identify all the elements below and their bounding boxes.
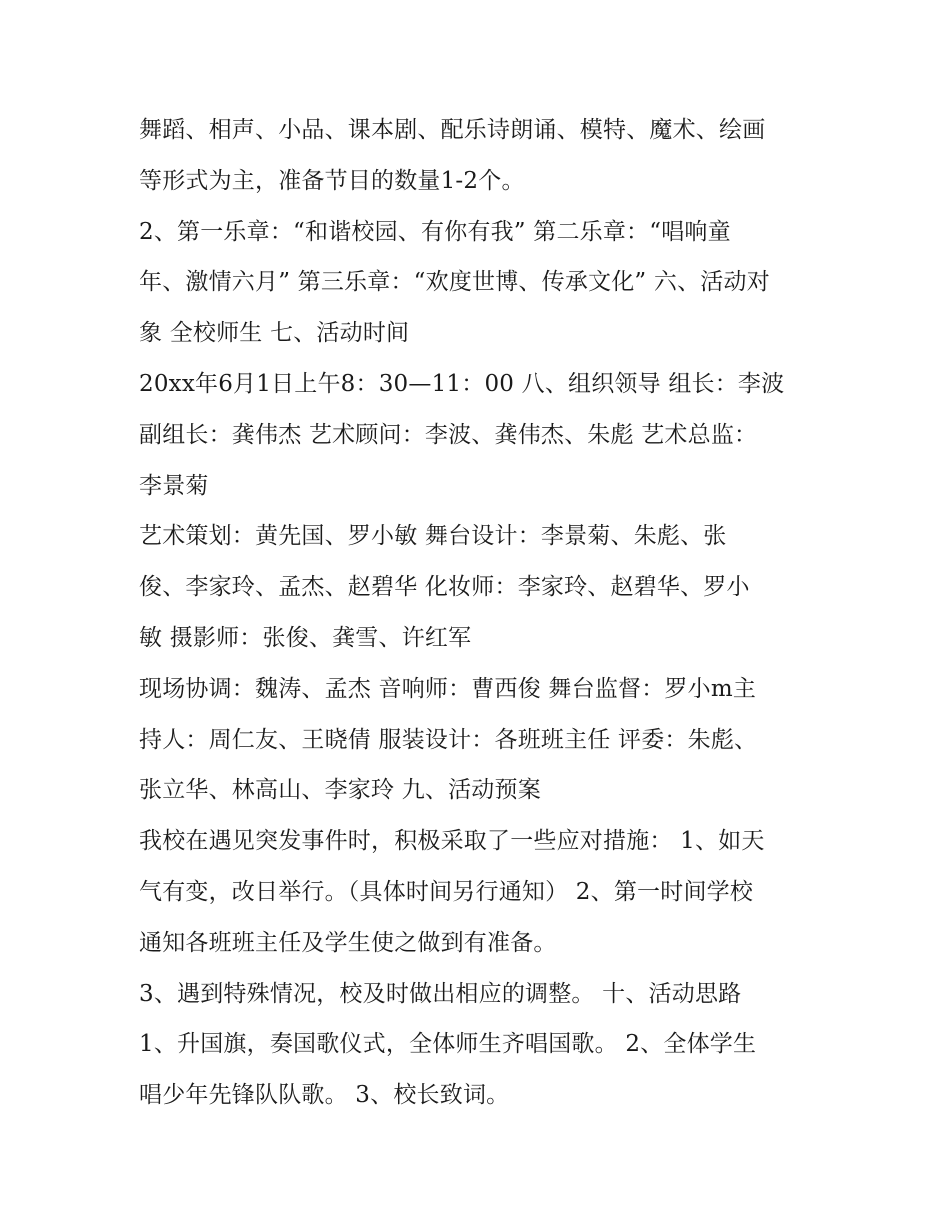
text-line: 3、遇到特殊情况，校及时做出相应的调整。 十、活动思路 [139,980,742,1007]
text-line: 等形式为主，准备节目的数量1-2个。 [139,167,525,194]
text-line: 副组长：龚伟杰 艺术顾问：李波、龚伟杰、朱彪 艺术总监： [139,421,758,448]
text-line: 张立华、林高山、李家玲 九、活动预案 [139,777,541,804]
text-line: 李景菊 [139,472,209,499]
text-line: 气有变，改日举行。（具体时间另行通知） 2、第一时间学校 [139,878,754,905]
text-line: 艺术策划：黄先国、罗小敏 舞台设计：李景菊、朱彪、张 [139,523,727,550]
text-line: 通知各班班主任及学生使之做到有准备。 [139,929,557,956]
text-line: 象 全校师生 七、活动时间 [139,320,410,347]
text-line: 年、激情六月” 第三乐章：“欢度世博、传承文化” 六、活动对 [139,269,770,296]
text-line: 现场协调：魏涛、孟杰 音响师：曹西俊 舞台监督：罗小m主 [139,675,757,702]
text-line: 敏 摄影师：张俊、龚雪、许红军 [139,624,472,651]
text-line: 舞蹈、相声、小品、课本剧、配乐诗朗诵、模特、魔术、绘画 [139,117,766,143]
document-body [139,105,839,1121]
text-line: 唱少年先锋队队歌。 3、校长致词。 [139,1082,510,1109]
text-line: 1、升国旗，奏国歌仪式，全体师生齐唱国歌。 2、全体学生 [139,1031,757,1058]
text-line: 俊、李家玲、孟杰、赵碧华 化妆师：李家玲、赵碧华、罗小 [139,574,750,601]
text-line: 我校在遇见突发事件时，积极采取了一些应对措施： 1、如天 [139,828,765,855]
text-line: 持人：周仁友、王晓倩 服装设计：各班班主任 评委：朱彪、 [139,726,758,753]
text-line: 2、第一乐章：“和谐校园、有你有我” 第二乐章：“唱响童 [139,218,731,245]
text-line: 20xx年6月1日上午8：30—11：00 八、组织领导 组长：李波 [139,370,785,397]
